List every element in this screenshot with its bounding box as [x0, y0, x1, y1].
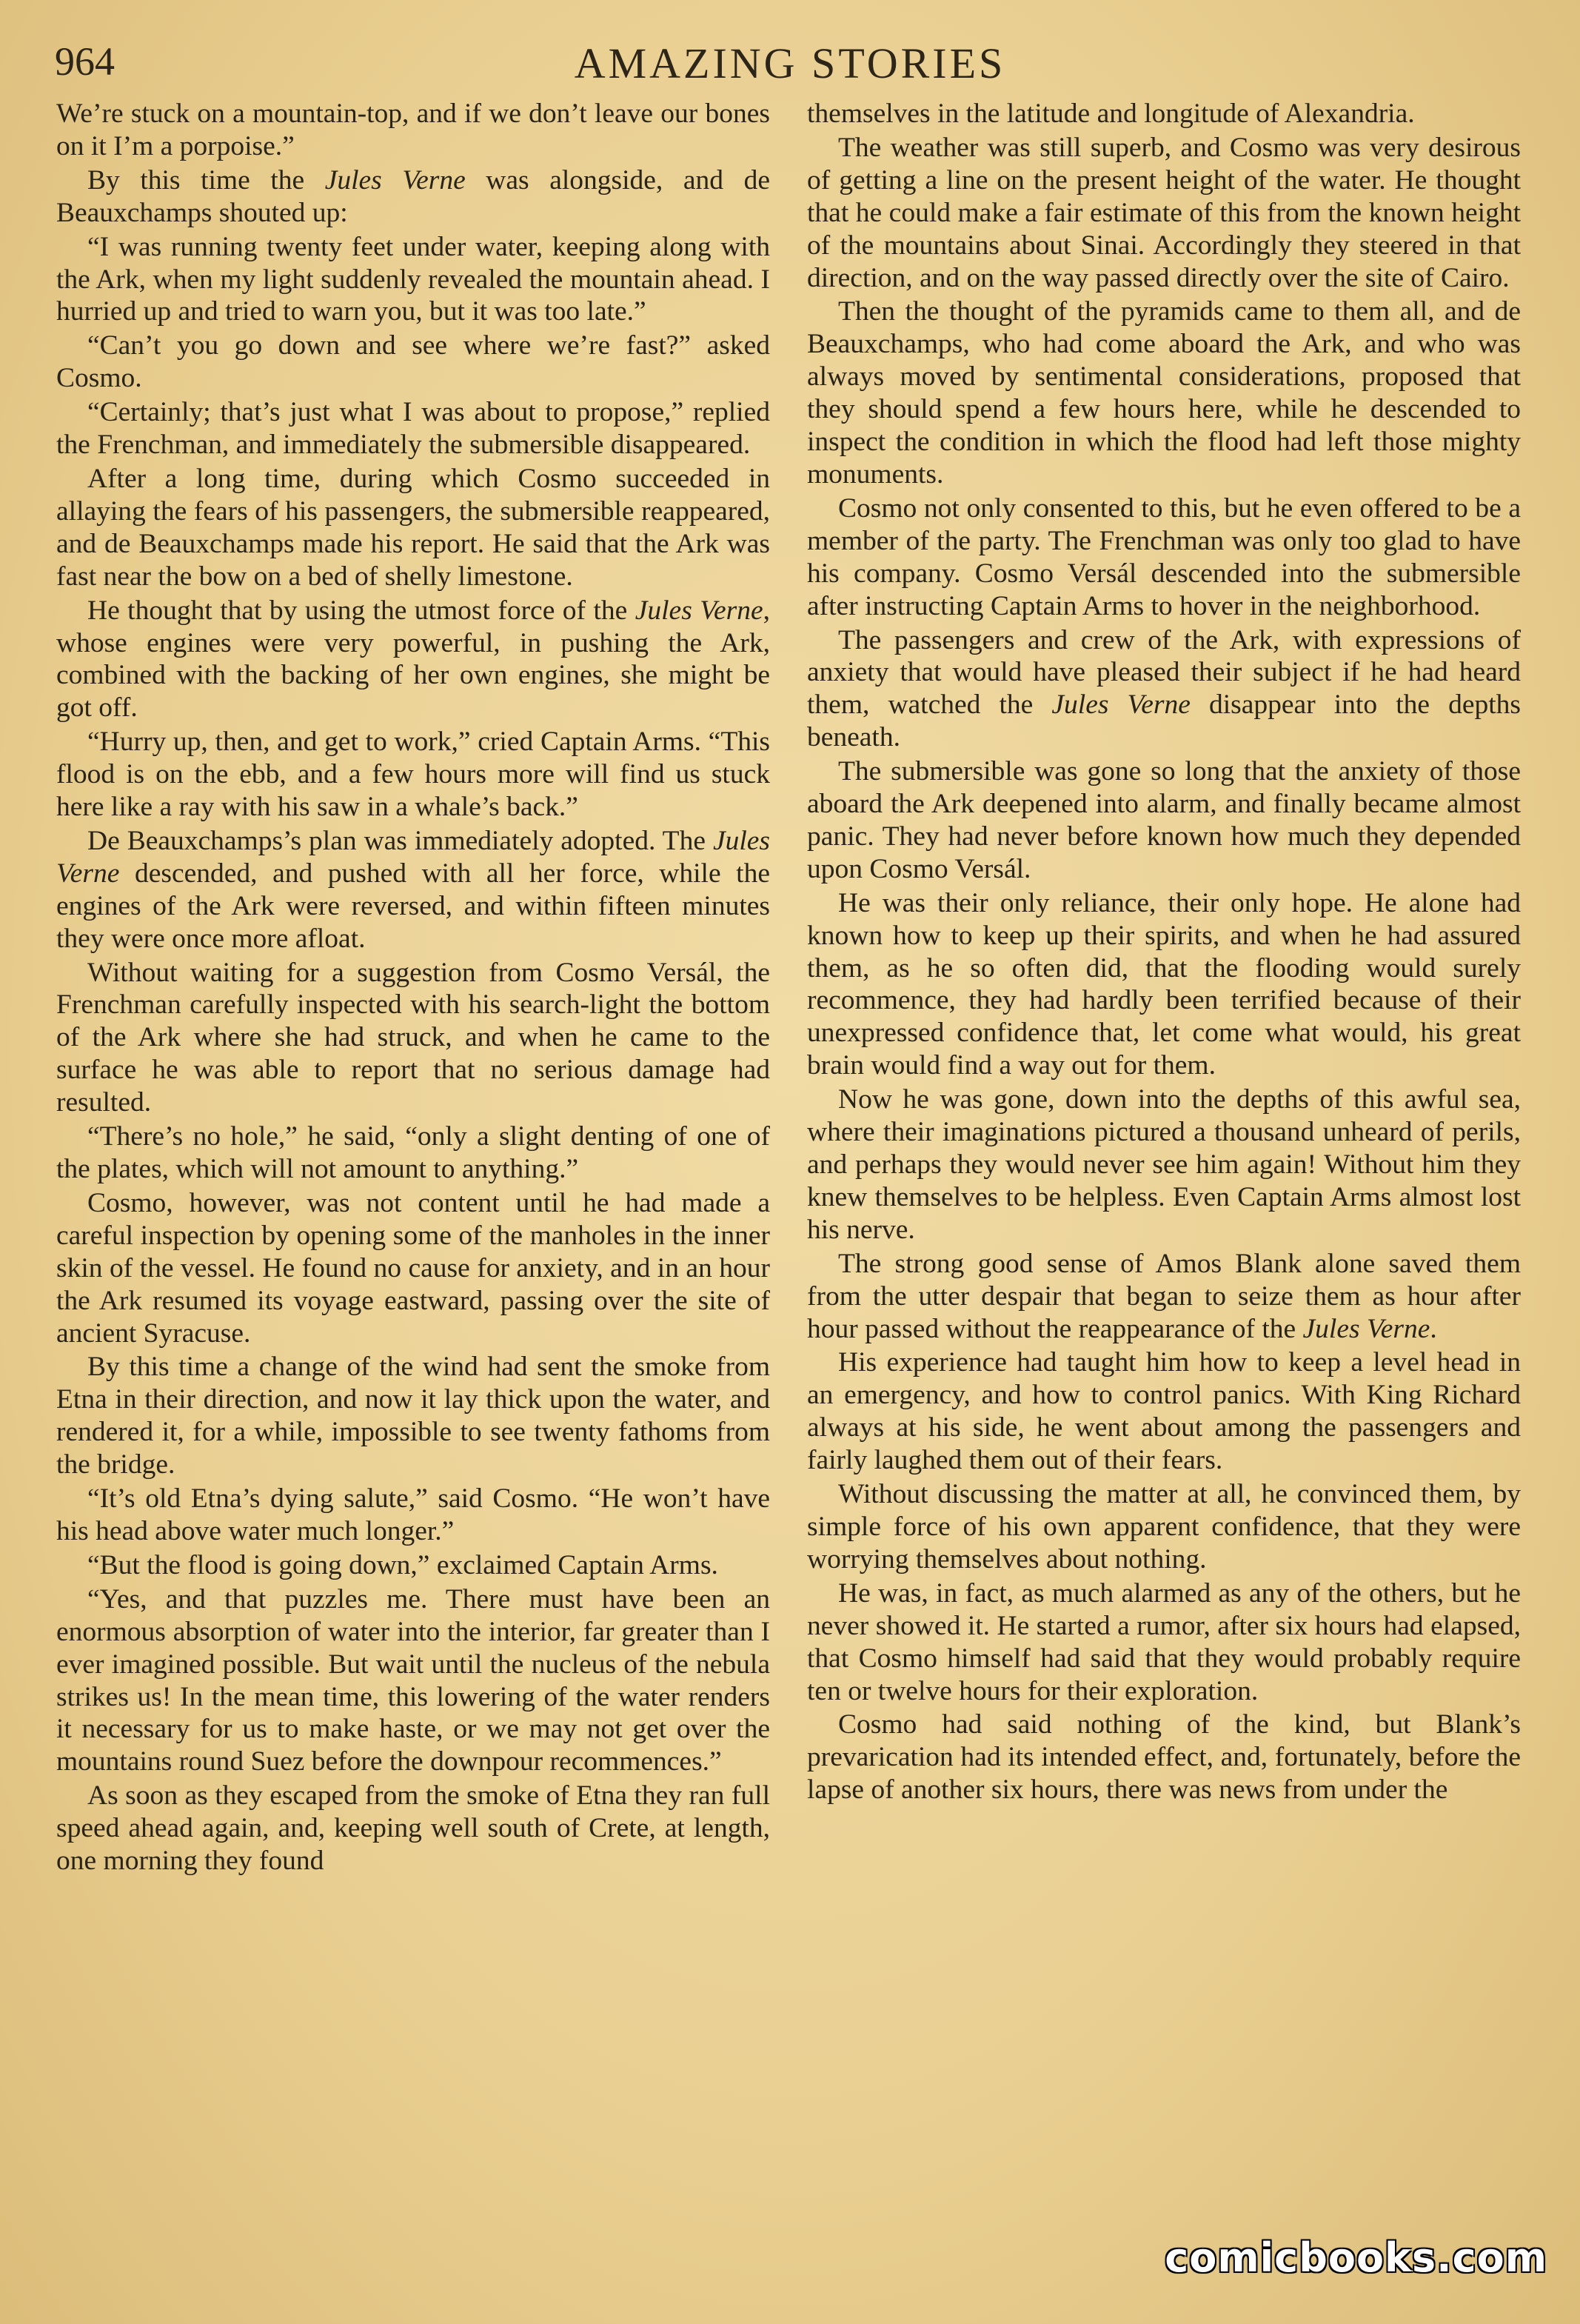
paragraph: By this time a change of the wind had sent the smoke from Etna in their direction, and now it lay thick upon the water, and rendered it, for a while, impossible to see twenty fathoms from the bridge. [56, 1352, 770, 1480]
paragraph: Now he was gone, down into the depths of this awful sea, where their imaginations pictured a thousand unheard of perils, and perhaps they would never see him again! Without him they knew themselves to be helpless. Even Captain Arms almost lost his nerve. [807, 1084, 1521, 1245]
paragraph: “I was running twenty feet under water, keeping along with the Ark, when my light suddenly revealed the mountain ahead. I hurried up and tried to warn you, but it was too late.” [56, 231, 770, 327]
paragraph: He was, in fact, as much alarmed as any of the others, but he never showed it. He started a rumor, after six hours had elapsed, that Cosmo himself had said that they would probably require ten or twelve hours for their exploration. [807, 1577, 1521, 1706]
paragraph: By this time the Jules Verne was alongside, and de Beauxchamps shouted up: [56, 164, 770, 228]
ship-name: Jules Verne [635, 595, 763, 626]
paragraph: The passengers and crew of the Ark, with expressions of anxiety that would have pleased their subject if he had heard them, watched the Jules Verne disappear into the depths beneath. [807, 624, 1521, 753]
ship-name: Jules Verne [56, 825, 770, 889]
running-title: AMAZING STORIES [574, 39, 1006, 87]
page-header [0, 39, 1580, 90]
ship-name: Jules Verne [1302, 1313, 1430, 1344]
paragraph: As soon as they escaped from the smoke of Etna they ran full speed ahead again, and, keeping well south of Crete, at length, one morning they found [56, 1780, 770, 1877]
ship-name: Jules Verne [1051, 689, 1191, 721]
paragraph: Without discussing the matter at all, he convinced them, by simple force of his own apparent confidence, that they were worrying themselves about nothing. [807, 1479, 1521, 1575]
paragraph: Cosmo, however, was not content until he had made a careful inspection by opening some of the manholes in the inner skin of the vessel. He found no cause for anxiety, and in an hour the Ark resumed its voyage eastward, passing over the site of ancient Syracuse. [56, 1187, 770, 1349]
paragraph: He was their only reliance, their only hope. He alone had known how to keep up their spirits, and when he had assured them, as he so often did, that the flooding would surely recommence, they had hardly been terrified because of their unexpressed confidence that, let come what would, his great brain would find a way out for them. [807, 887, 1521, 1081]
paragraph: Cosmo had said nothing of the kind, but Blank’s prevarication had its intended effect, and, fortunately, before the lapse of another six hours, there was news from under the [807, 1709, 1521, 1806]
text-column-left [56, 98, 770, 1879]
paragraph: “Yes, and that puzzles me. There must have been an enormous absorption of water into the interior, far greater than I ever imagined possible. But wait until the nucleus of the nebula strikes us! In the mean time, this lowering of the water renders it necessary for us to make haste, or we may not get over the mountains round Suez before the downpour recommences.” [56, 1583, 770, 1777]
page-number: 964 [55, 39, 115, 84]
paragraph: Cosmo not only consented to this, but he even offered to be a member of the party. The Frenchman was only too glad to have his company. Cosmo Versál descended into the submersible after instructing Captain Arms to hover in the neighborhood. [807, 492, 1521, 621]
paragraph: “It’s old Etna’s dying salute,” said Cosmo. “He won’t have his head above water much longer.” [56, 1483, 770, 1546]
paragraph: We’re stuck on a mountain-top, and if we don’t leave our bones on it I’m a porpoise.” [56, 98, 770, 161]
paragraph: Then the thought of the pyramids came to them all, and de Beauxchamps, who had come aboard the Ark, and who was always moved by sentimental considerations, proposed that they should spend a few hours here, while he descended to inspect the condition in which the flood had left those mighty monuments. [807, 296, 1521, 490]
paragraph: “Hurry up, then, and get to work,” cried Captain Arms. “This flood is on the ebb, and a few hours more will find us stuck here like a ray with his saw in a whale’s back.” [56, 727, 770, 823]
watermark: comicbooks.com [1165, 2234, 1547, 2281]
ship-name: Jules Verne [324, 164, 466, 196]
paragraph: The strong good sense of Amos Blank alone saved them from the utter despair that began to seize them as hour after hour passed without the reappearance of the Jules Verne. [807, 1248, 1521, 1344]
paragraph: After a long time, during which Cosmo succeeded in allaying the fears of his passengers, the submersible reappeared, and de Beauxchamps made his report. He said that the Ark was fast near the bow on a bed of shelly limestone. [56, 463, 770, 592]
paragraph: “Certainly; that’s just what I was about to propose,” replied the Frenchman, and immediately the submersible disappeared. [56, 397, 770, 461]
paragraph: The submersible was gone so long that the anxiety of those aboard the Ark deepened into alarm, and finally became almost panic. They had never before known how much they depended upon Cosmo Versál. [807, 756, 1521, 884]
paragraph: His experience had taught him how to keep a level head in an emergency, and how to control panics. With King Richard always at his side, he went about among the passengers and fairly laughed them out of their fears. [807, 1347, 1521, 1476]
text-column-right [807, 98, 1521, 1808]
paragraph: He thought that by using the utmost force of the Jules Verne, whose engines were very powerful, in pushing the Ark, combined with the backing of her own engines, she might be got off. [56, 595, 770, 724]
paragraph: “There’s no hole,” he said, “only a slight denting of one of the plates, which will not amount to anything.” [56, 1121, 770, 1184]
paragraph: “Can’t you go down and see where we’re fast?” asked Cosmo. [56, 330, 770, 394]
paragraph: “But the flood is going down,” exclaimed Captain Arms. [87, 1549, 718, 1580]
paragraph: themselves in the latitude and longitude of Alexandria. [807, 98, 1415, 129]
paragraph: Without waiting for a suggestion from Cosmo Versál, the Frenchman carefully inspected with his search-light the bottom of the Ark where she had struck, and when he came to the surface he was able to report that no serious damage had resulted. [56, 957, 770, 1118]
paragraph: The weather was still superb, and Cosmo was very desirous of getting a line on the present height of the water. He thought that he could make a fair estimate of this from the known height of the mountains about Sinai. Accordingly they steered in that direction, and on the way passed directly over the site of Cairo. [807, 132, 1521, 293]
paragraph: De Beauxchamps’s plan was immediately adopted. The Jules Verne descended, and pushed with all her force, while the engines of the Ark were reversed, and within fifteen minutes they were once more afloat. [56, 825, 770, 954]
